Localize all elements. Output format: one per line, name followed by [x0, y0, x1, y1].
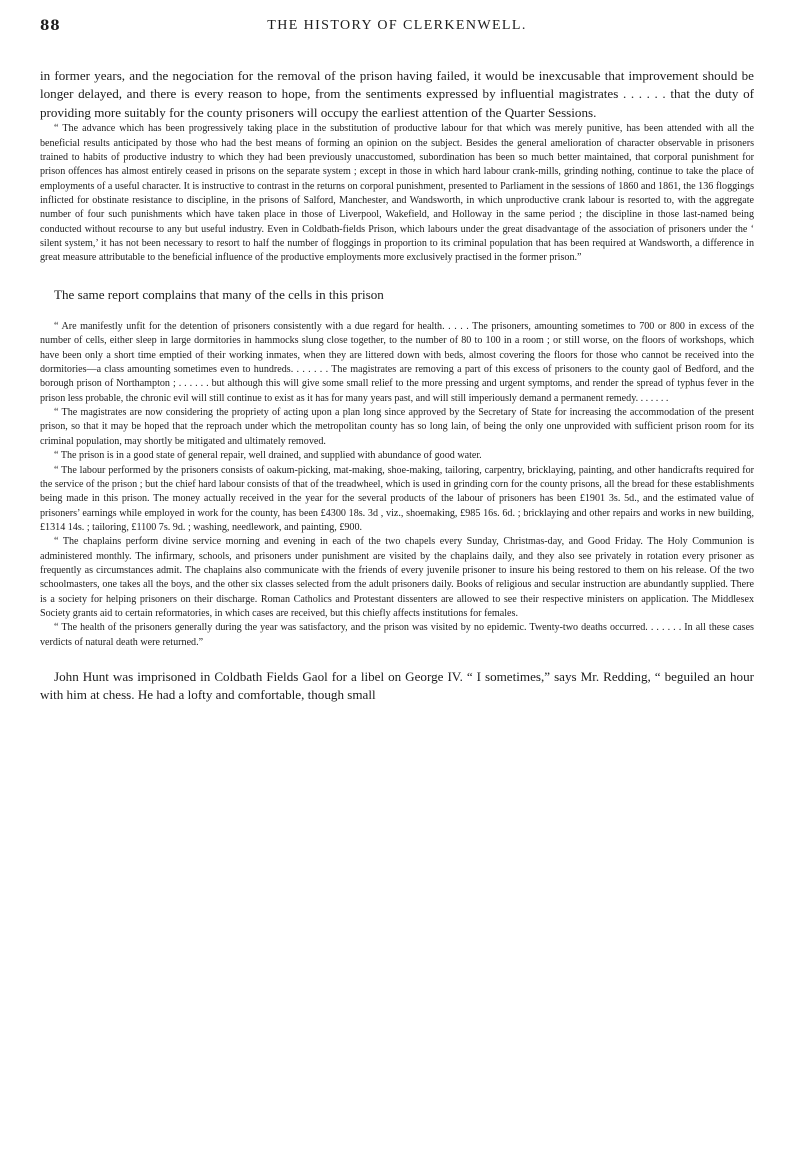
quote-health: “ The health of the prisoners generally during the year was satisfactory, and the prison was visited by no epidemic. Twenty-two deaths occurred. . . . . . . In all these cases verdicts of natural death were returned.”: [40, 622, 754, 648]
quote-magistrates-plan: “ The magistrates are now considering the propriety of acting upon a plan long since approved by the Secretary of State for increasing the accommodation of the present prison, so that it may be hoped that the reproach under which the metropolitan county has so long lain, of being the only one unprovided with sufficient prison room for its criminal population, may shortly be mitigated and ultimately removed.: [40, 407, 754, 447]
page-number: 88: [40, 18, 61, 34]
page-header: [40, 18, 754, 38]
paragraph-john-hunt: John Hunt was imprisoned in Coldbath Fields Gaol for a libel on George IV. “ I sometimes,” says Mr. Redding, “ beguiled an hour with him at chess. He had a lofty and comfortable, though small: [40, 668, 754, 703]
paragraph-report-cells: The same report complains that many of the cells in this prison: [54, 286, 384, 302]
page-body: [40, 67, 754, 705]
quote-prison-repair: “ The prison is in a good state of general repair, well drained, and supplied with abundance of good water.: [54, 450, 482, 462]
quote-chaplains: “ The chaplains perform divine service morning and evening in each of the two chapels every Sunday, Christmas-day, and Good Friday. The Holy Communion is administered monthly. The infirmary, schools, and prisoners under punishment are visited by the chaplains daily, and they also see privately in rotation every prisoner as frequently as circumstances admit. The chaplains also communicate with the friends of every juvenile prisoner to insure his being restored to them on his release. Of the two schoolmasters, one takes all the boys, and the other six classes selected from the adult prisoners daily. Books of religious and secular instruction are abundantly supplied. There is a society for helping prisoners on their discharge. Roman Catholics and Protestant dissenters are allowed to see their respective ministers on application. The Middlesex Society grants aid to certain reformatories, in which cases are received, but this chiefly affects institutions for females.: [40, 536, 754, 619]
paragraph-intro: in former years, and the negociation for the removal of the prison having failed, it would be inexcusable that improvement should be longer delayed, and there is every reason to hope, from the sentiments expressed by influential magistrates . . . . . . that the duty of providing more suitably for the county prisoners will occupy the earliest attention of the Quarter Sessions.: [40, 68, 754, 120]
quote-unfit-cells: “ Are manifestly unfit for the detention of prisoners consistently with a due regard for health. . . . . The prisoners, amounting sometimes to 700 or 800 in excess of the number of cells, either sleep in large dormitories in hammocks slung close together, to the number of 80 to 100 in a room ; or still worse, on the floors of workshops, which have been only a short time emptied of their working inmates, when they are littered down with beds, almost covering the floors for those who cannot be received into the dormitories—a class amounting sometimes even to hundreds. . . . . . . The magistrates are removing a part of this excess of prisoners to the county gaol of Bedford, and the borough prison of Northampton ; . . . . . . but although this will give some small relief to the more pressing and urgent symptoms, and render the spread of typhus fever in the prison less probable, the chronic evil will still continue to exist as it has for many years past, and will still imperiously demand a permanent remedy. . . . . . .: [40, 321, 754, 404]
quote-labour-performed: “ The labour performed by the prisoners consists of oakum-picking, mat-making, shoe-making, tailoring, carpentry, bricklaying, painting, and other handicrafts required for the service of the prison ; but the chief hard labour consists of that of the treadwheel, which is used in grinding corn for the county prisons, all the bread for these establishments being made in this prison. The money actually received in the year for the several products of the labour of prisoners has been £1901 3s. 5d., and the estimated value of prisoners’ earnings while employed in work for the county, has been £4300 18s. 3d , viz., shoemaking, £985 16s. 6d. ; bricklaying and other repairs and works in new building, £1314 14s. ; tailoring, £1100 7s. 9d. ; washing, needlework, and painting, £900.: [40, 464, 754, 533]
running-title: THE HISTORY OF CLERKENWELL.: [267, 18, 527, 33]
quote-productive-labour: “ The advance which has been progressively taking place in the substitution of productive labour for that which was merely punitive, has been attended with all the beneficial results anticipated by those who had the best means of forming an opinion on the subject. Besides the general amelioration of character observable in prisoners trained to habits of productive industry to which they had been previously unaccustomed, subordination has been so much better maintained, that corporal punishment for prison offences has almost entirely ceased in prisons on the separate system ; except in those in which hard labour crank-mills, grinding nothing, continue to take the place of employments of a useful character. It is instructive to contrast in the returns on corporal punishment, presented to Parliament in the sessions of 1860 and 1861, the 136 floggings inflicted for obstinate resistance to discipline, in the prisons of Salford, Manchester, and Wandsworth, in which unproductive crank labour is resorted to, with the aggregate number of four such punishments which have taken place in those of Liverpool, Wakefield, and Holloway in the same period ; the discipline in those last-named being conducted without recourse to any but useful industry. Even in Coldbath-fields Prison, which labours under the great disadvantage of the association of prisoners under the ‘ silent system,’ it has not been necessary to resort to half the number of floggings in proportion to its criminal population that has been required at Wandsworth, a difference in great measure attributable to the beneficial influence of the productive employments more exclusively practised in the former prison.”: [40, 123, 754, 264]
